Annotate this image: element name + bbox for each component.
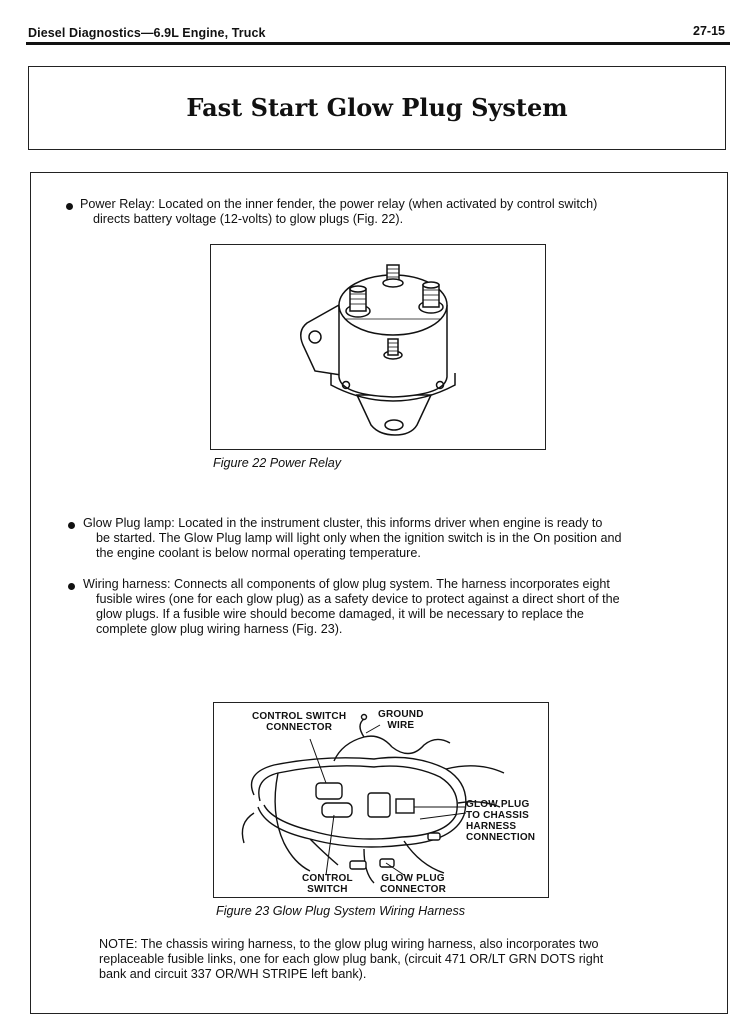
figure-22-frame	[210, 244, 546, 450]
text-line: be started. The Glow Plug lamp will light only when the ignition switch is in the On position and	[96, 531, 622, 545]
bullet-power-relay	[80, 197, 597, 227]
text-line: fusible wires (one for each glow plug) as a safety device to protect against a direct short of the	[96, 592, 620, 606]
running-header-title: Diesel Diagnostics—6.9L Engine, Truck	[28, 26, 266, 40]
power-relay-illustration	[211, 245, 547, 451]
label-glow-plug-connector: GLOW PLUG CONNECTOR	[380, 873, 447, 895]
label-control-switch-connector: CONTROL SWITCH CONNECTOR	[252, 711, 347, 733]
page-title: Fast Start Glow Plug System	[186, 93, 568, 122]
text-line: Wiring harness: Connects all components of glow plug system. The harness incorporates eight	[83, 577, 610, 591]
label-ground-wire: GROUND WIRE	[378, 709, 424, 731]
text-line: bank and circuit 337 OR/WH STRIPE left bank).	[99, 967, 367, 981]
text-line: directs battery voltage (12-volts) to glow plugs (Fig. 22).	[93, 212, 404, 226]
bullet-marker	[66, 203, 73, 210]
text-line: complete glow plug wiring harness (Fig. 23).	[96, 622, 343, 636]
title-box	[28, 66, 726, 150]
label-control-switch: CONTROL SWITCH	[302, 873, 353, 895]
bullet-marker	[68, 522, 75, 529]
text-line: the engine coolant is below normal operating temperature.	[96, 546, 421, 560]
page-number: 27-15	[693, 24, 725, 38]
text-line: glow plugs. If a fusible wire should become damaged, it will be necessary to replace the	[96, 607, 584, 621]
text-line: Power Relay: Located on the inner fender, the power relay (when activated by control switch)	[80, 197, 598, 211]
bullet-glow-plug-lamp	[83, 516, 622, 561]
label-glow-plug-to-chassis-harness-connection: GLOW PLUG TO CHASSIS HARNESS CONNECTION	[466, 799, 536, 843]
text-line: NOTE: The chassis wiring harness, to the glow plug wiring harness, also incorporates two	[99, 937, 599, 951]
figure-23-frame	[213, 702, 549, 898]
bullet-marker	[68, 583, 75, 590]
note-paragraph	[99, 937, 603, 982]
header-rule	[26, 42, 730, 45]
text-line: Glow Plug lamp: Located in the instrument cluster, this informs driver when engine is ready to	[83, 516, 603, 530]
figure-23-caption: Figure 23 Glow Plug System Wiring Harness	[216, 904, 466, 918]
figure-22-caption: Figure 22 Power Relay	[213, 456, 342, 470]
bullet-wiring-harness	[83, 577, 620, 637]
text-line: replaceable fusible links, one for each glow plug bank, (circuit 471 OR/LT GRN DOTS right	[99, 952, 604, 966]
